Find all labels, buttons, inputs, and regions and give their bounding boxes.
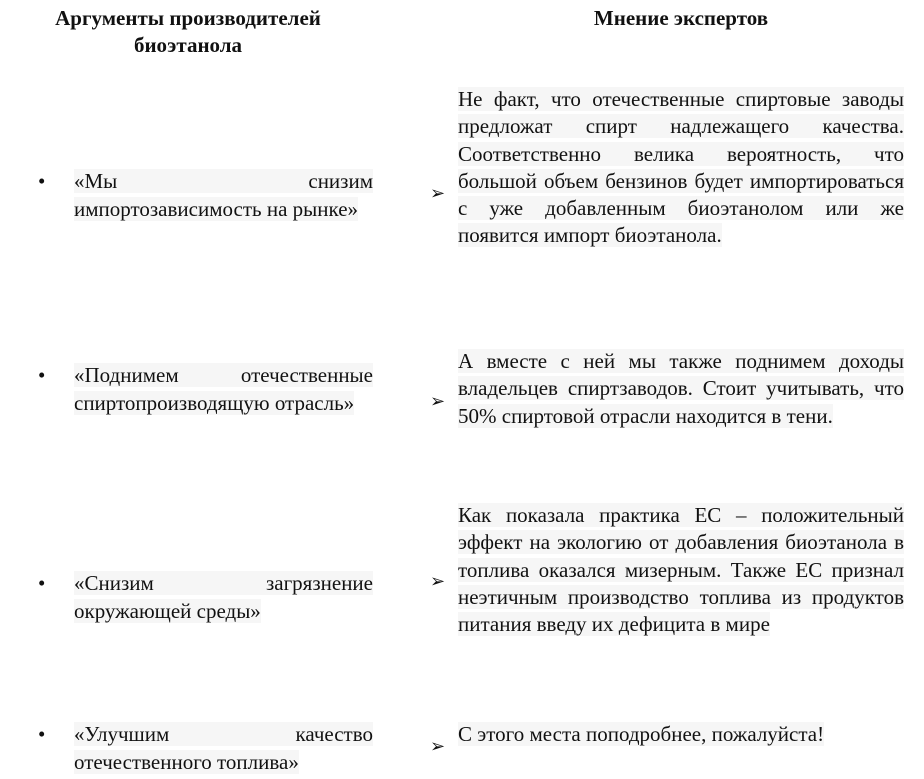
arrow-marker-icon: ➢ (430, 736, 446, 757)
expert-opinion: Не факт, что отечественные спиртовые заводы предложат спирт надлежащего качества. Соответственно велика вероятность, что большой объем бензинов будет импортироваться с уже добавленным биоэтанолом или же появится импорт биоэтанола. (458, 87, 904, 248)
bullet-marker: • (38, 363, 46, 387)
header-experts: Мнение экспертов (593, 6, 769, 30)
header-arguments: Аргументы производителей биоэтанола (55, 6, 321, 57)
expert-opinion: А вместе с ней мы также поднимем доходы владельцев спиртзаводов. Стоит учитывать, что 50% спиртовой отрасли находится в тени. (458, 349, 904, 428)
arrow-marker-icon: ➢ (430, 571, 446, 592)
bullet-marker: • (38, 169, 46, 193)
argument-text: «Мы снизим импортозависимость на рынке» (74, 169, 373, 221)
argument-text: «Улучшим качество отечественного топлива» (74, 722, 373, 774)
expert-opinion: С этого места поподробнее, пожалуйста! (458, 722, 825, 746)
argument-text: «Снизим загрязнение окружающей среды» (74, 571, 373, 623)
arrow-marker-icon: ➢ (430, 391, 446, 412)
arrow-marker-icon: ➢ (430, 183, 446, 204)
bullet-marker: • (38, 722, 46, 746)
bullet-marker: • (38, 571, 46, 595)
expert-opinion: Как показала практика ЕС – положительный эффект на экологию от добавления биоэтанола в топлива оказался мизерным. Также ЕС признал неэтичным производство топлива из продуктов питания введу их дефицита в мире (458, 503, 904, 637)
argument-text: «Поднимем отечественные спиртопроизводящую отрасль» (74, 363, 373, 415)
